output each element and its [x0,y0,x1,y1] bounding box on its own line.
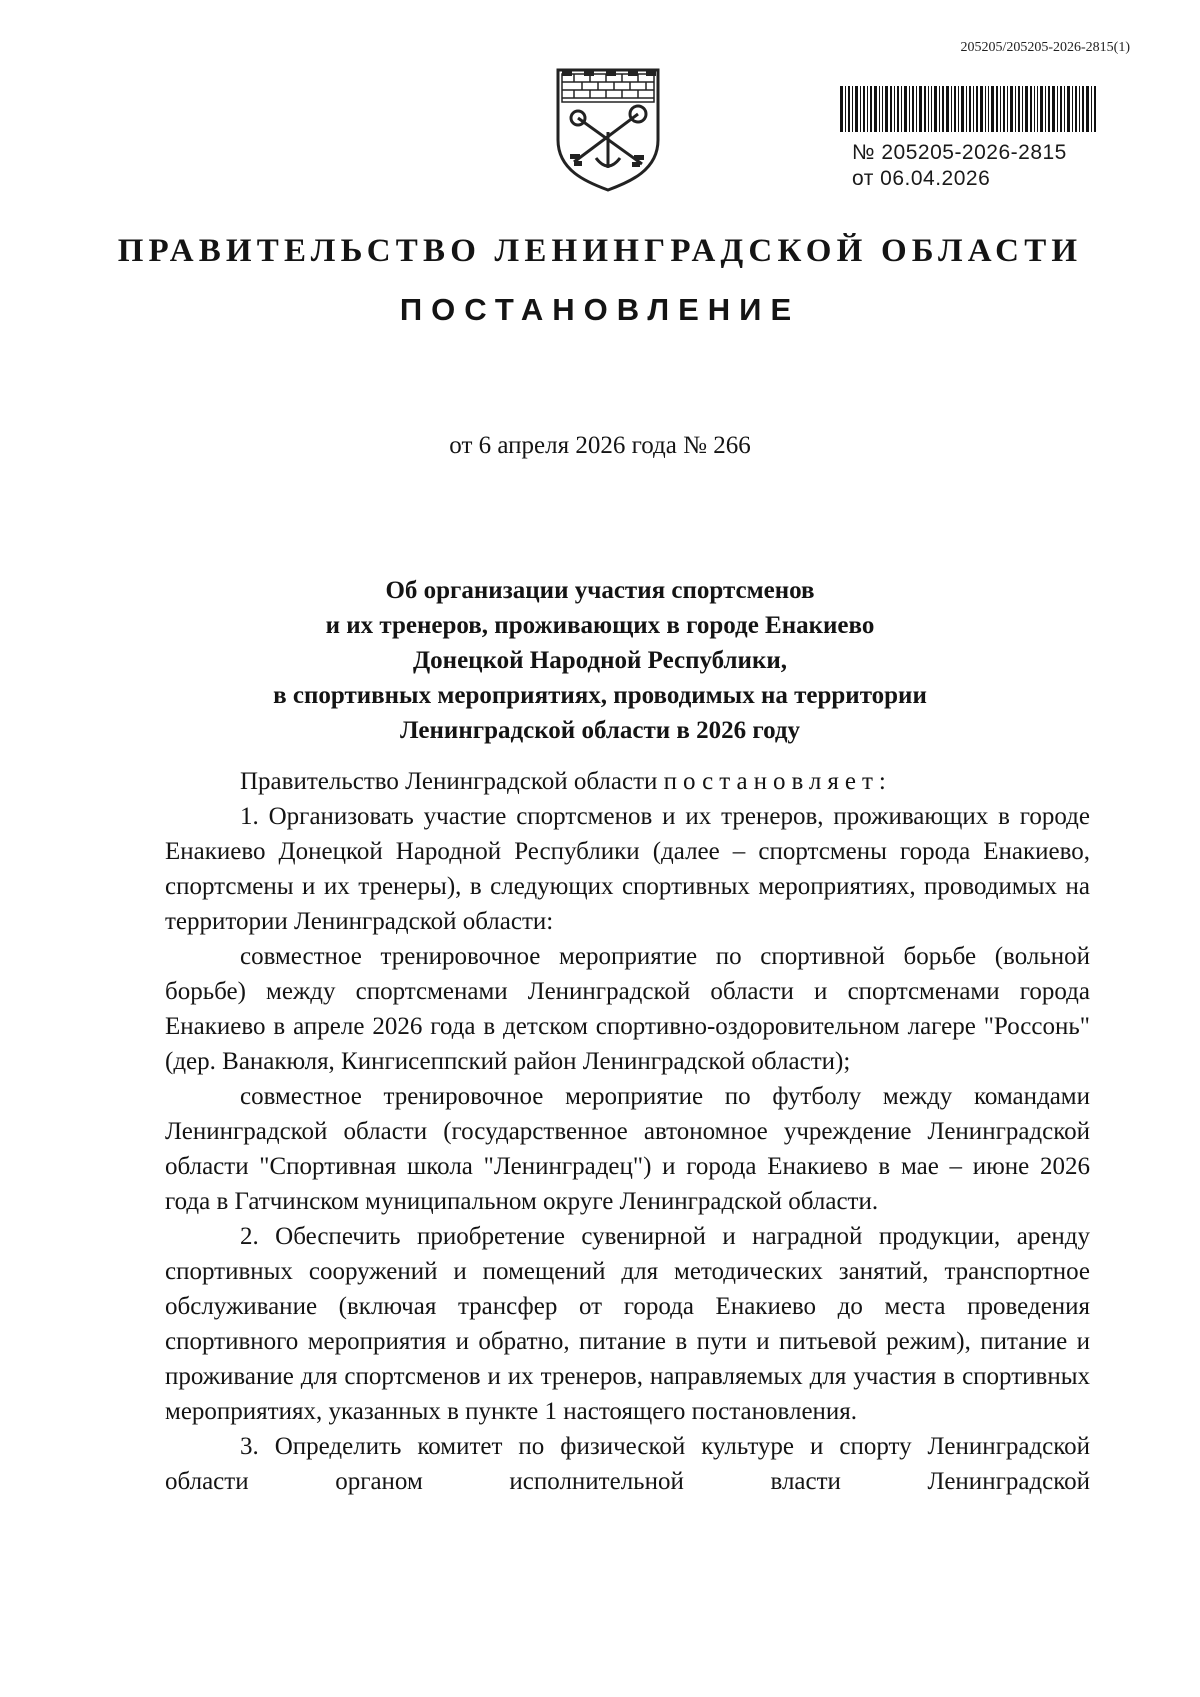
registration-number: № 205205-2026-2815 [852,141,1067,164]
paragraph-1: 1. Организовать участие спортсменов и их тренеров, проживающих в городе Енакиево Донецкой Народной Республики (далее – спортсмены города Енакиево, спортсмены и их тренеры), в следующих спортивных мероприятиях, проводимых на территории Ленинградской области: [165,803,1090,935]
document-subject [160,573,1040,748]
paragraph-2: 2. Обеспечить приобретение сувенирной и наградной продукции, аренду спортивных сооружений и помещений для методических занятий, транспортное обслуживание (включая трансфер от города Енакиево до места проведения спортивного мероприятия и обратно, питание в пути и питьевой режим), питание и проживание для спортсменов и их тренеров, направляемых для участия в спортивных мероприятиях, указанных в пункте 1 настоящего постановления. [165,1223,1090,1425]
paragraph-1-item-football: совместное тренировочное мероприятие по футболу между командами Ленинградской области (государственное автономное учреждение Ленинградской области "Спортивная школа "Ленинградец") и города Енакиево в мае – июне 2026 года в Гатчинском муниципальном округе Ленинградской области. [165,1083,1090,1215]
document-date-number: от 6 апреля 2026 года № 266 [449,432,751,459]
preamble-lead: Правительство Ленинградской области [240,768,664,795]
preamble-verb: постановляет: [663,768,892,795]
subject-line: Об организации участия спортсменов [385,577,815,604]
subject-line: и их тренеров, проживающих в городе Енакиево [325,612,875,639]
subject-line: Донецкой Народной Республики, [412,647,788,674]
document-code: 205205/205205-2026-2815(1) [960,40,1130,55]
registration-date: от 06.04.2026 [852,167,991,190]
coat-of-arms-icon [548,62,668,192]
organization-title: ПРАВИТЕЛЬСТВО ЛЕНИНГРАДСКОЙ ОБЛАСТИ [117,233,1083,269]
subject-line: в спортивных мероприятиях, проводимых на территории [273,682,927,709]
registration-stamp [852,140,1067,192]
subject-line: Ленинградской области в 2026 году [399,717,801,744]
document-type: ПОСТАНОВЛЕНИЕ [399,292,801,327]
paragraph-1-item-wrestling: совместное тренировочное мероприятие по спортивной борьбе (вольной борьбе) между спортсменами Ленинградской области и спортсменами города Енакиево в апреле 2026 года в детском спортивно-оздоровительном лагере "Россонь" (дер. Ванакюля, Кингисеппский район Ленинградской области); [165,943,1090,1075]
document-body [165,764,1090,1499]
barcode-icon [840,86,1096,132]
preamble [165,764,1090,799]
paragraph-3: 3. Определить комитет по физической культуре и спорту Ленинградской области органом исполнительной власти Ленинградской [165,1433,1090,1495]
